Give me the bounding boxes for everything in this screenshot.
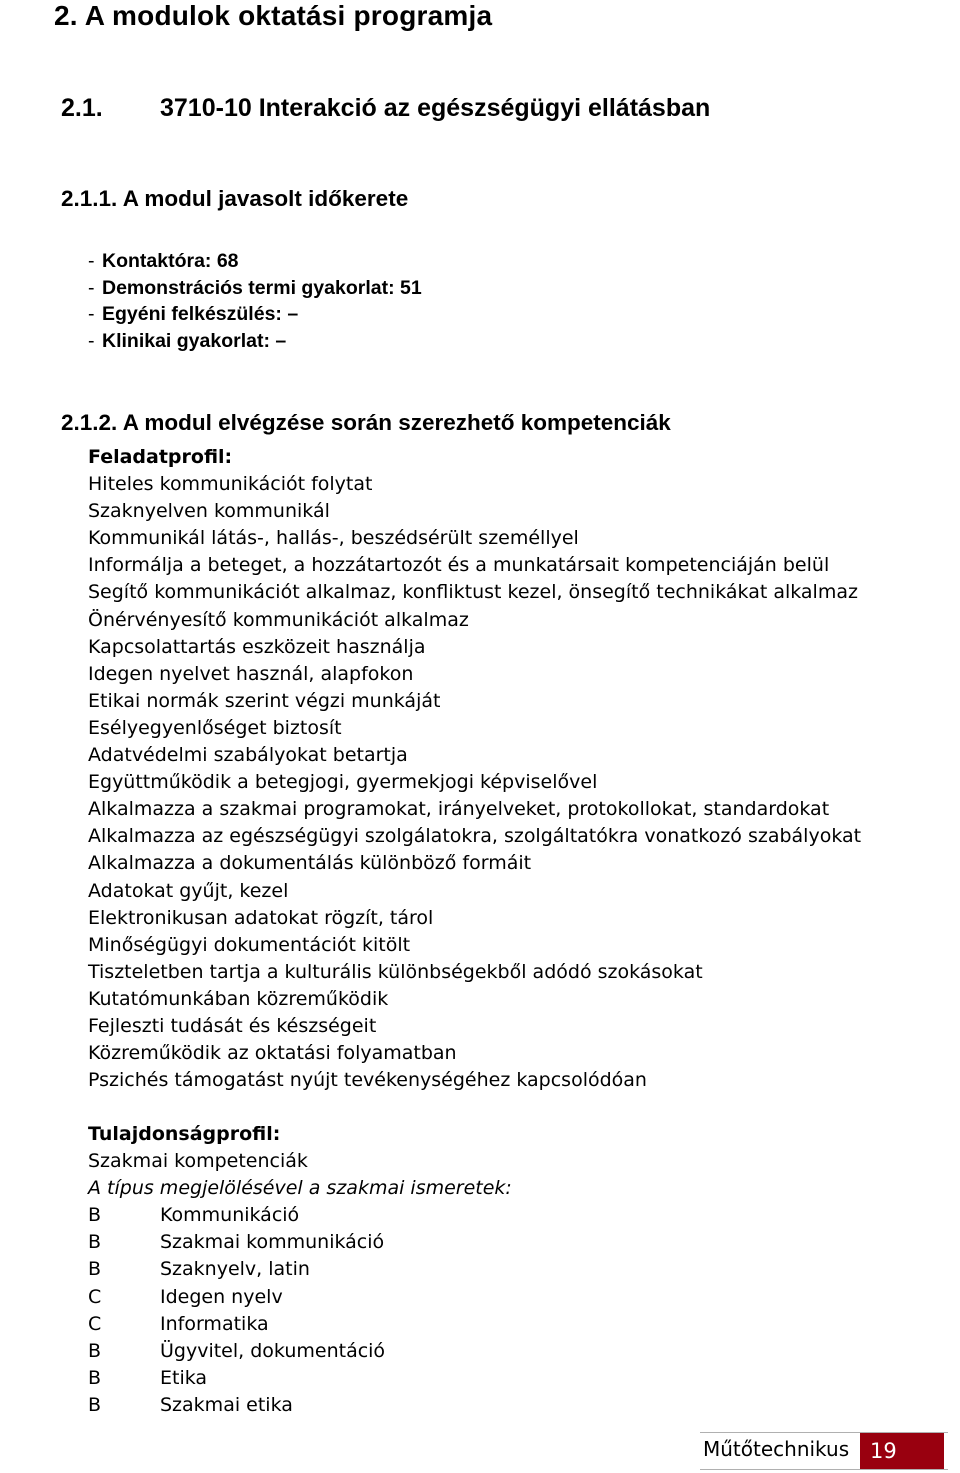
subsection-title: 3710-10 Interakció az egészségügyi ellátásban <box>160 94 711 122</box>
knowledge-row <box>88 1338 512 1365</box>
task-profile-item: Önérvényesítő kommunikációt alkalmaz <box>88 608 469 631</box>
timeframe-item <box>88 328 422 355</box>
task-profile-item: Hiteles kommunikációt folytat <box>88 473 373 496</box>
dash-marker: - <box>88 303 95 325</box>
knowledge-name: Szakmai etika <box>160 1393 293 1416</box>
knowledge-name: Szaknyelv, latin <box>160 1258 310 1281</box>
knowledge-row <box>88 1365 512 1392</box>
knowledge-name: Ügyvitel, dokumentáció <box>160 1339 386 1362</box>
knowledge-name: Informatika <box>160 1312 269 1335</box>
task-profile-item: Esélyegyenlőséget biztosít <box>88 716 342 739</box>
knowledge-name: Szakmai kommunikáció <box>160 1231 385 1254</box>
footer-label: Műtőtechnikus <box>703 1437 850 1461</box>
task-profile-item: Minőségügyi dokumentációt kitölt <box>88 933 411 956</box>
timeframe-item-label: Klinikai gyakorlat: – <box>102 329 287 352</box>
task-profile-item: Szaknyelven kommunikál <box>88 500 330 523</box>
knowledge-row <box>88 1256 512 1283</box>
attribute-profile-label: Tulajdonságprofil: <box>88 1123 281 1145</box>
subsection-number: 2.1. <box>61 94 103 122</box>
type-note: A típus megjelölésével a szakmai ismeretek: <box>88 1177 512 1200</box>
knowledge-row <box>88 1392 512 1419</box>
dash-marker: - <box>88 250 95 272</box>
task-profile-item: Elektronikusan adatokat rögzít, tárol <box>88 906 434 929</box>
knowledge-type: B <box>88 1204 102 1227</box>
timeframe-item <box>88 248 422 275</box>
task-profile-item: Kapcsolattartás eszközeit használja <box>88 635 426 658</box>
section-title: 2. A modulok oktatási programja <box>54 0 493 31</box>
knowledge-row <box>88 1202 512 1229</box>
task-profile-item: Alkalmazza a dokumentálás különböző formáit <box>88 852 532 875</box>
competencies-heading: 2.1.2. A modul elvégzése során szerezhető kompetenciák <box>61 410 671 435</box>
knowledge-name: Etika <box>160 1366 208 1389</box>
task-profile-item: Fejleszti tudását és készségeit <box>88 1014 377 1037</box>
task-profile-item: Etikai normák szerint végzi munkáját <box>88 689 441 712</box>
timeframe-list <box>88 248 422 354</box>
knowledge-row <box>88 1229 512 1256</box>
task-profile-item: Alkalmazza az egészségügyi szolgálatokra, szolgáltatókra vonatkozó szabályokat <box>88 825 862 848</box>
timeframe-item-label: Demonstrációs termi gyakorlat: 51 <box>102 276 422 299</box>
timeframe-heading: 2.1.1. A modul javasolt időkerete <box>61 186 409 211</box>
task-profile-item: Segítő kommunikációt alkalmaz, konfliktust kezel, önsegítő technikákat alkalmaz <box>88 581 858 604</box>
task-profile-item: Pszichés támogatást nyújt tevékenységéhez kapcsolódóan <box>88 1069 647 1092</box>
page-footer <box>700 1432 948 1470</box>
task-profile <box>88 444 861 1094</box>
attribute-profile <box>88 1121 512 1419</box>
knowledge-type: C <box>88 1285 102 1308</box>
task-profile-item: Kommunikál látás-, hallás-, beszédsérült személlyel <box>88 527 579 550</box>
page-number: 19 <box>860 1433 944 1469</box>
task-profile-item: Közreműködik az oktatási folyamatban <box>88 1042 457 1065</box>
dash-marker: - <box>88 329 95 352</box>
knowledge-name: Kommunikáció <box>160 1204 300 1227</box>
timeframe-item-label: Egyéni felkészülés: – <box>102 303 299 325</box>
knowledge-row <box>88 1311 512 1338</box>
knowledge-row <box>88 1284 512 1311</box>
knowledge-type: B <box>88 1258 102 1281</box>
timeframe-item-label: Kontaktóra: 68 <box>102 250 239 272</box>
timeframe-item <box>88 301 422 328</box>
task-profile-item: Kutatómunkában közreműködik <box>88 987 389 1010</box>
knowledge-type: B <box>88 1231 102 1254</box>
task-profile-item: Alkalmazza a szakmai programokat, irányelveket, protokollokat, standardokat <box>88 798 830 821</box>
task-profile-item: Adatokat gyűjt, kezel <box>88 879 289 902</box>
knowledge-type: B <box>88 1339 102 1362</box>
knowledge-name: Idegen nyelv <box>160 1285 283 1308</box>
task-profile-label: Feladatprofil: <box>88 446 233 468</box>
task-profile-item: Tiszteletben tartja a kulturális különbségekből adódó szokásokat <box>88 960 703 983</box>
knowledge-type: C <box>88 1312 102 1335</box>
attribute-profile-subtitle: Szakmai kompetenciák <box>88 1150 308 1173</box>
knowledge-type: B <box>88 1393 102 1416</box>
knowledge-type: B <box>88 1366 102 1389</box>
task-profile-item: Együttműködik a betegjogi, gyermekjogi képviselővel <box>88 771 598 794</box>
timeframe-item <box>88 275 422 302</box>
task-profile-item: Idegen nyelvet használ, alapfokon <box>88 662 414 685</box>
dash-marker: - <box>88 276 95 299</box>
task-profile-item: Informálja a beteget, a hozzátartozót és a munkatársait kompetenciáján belül <box>88 554 830 577</box>
task-profile-item: Adatvédelmi szabályokat betartja <box>88 744 408 767</box>
